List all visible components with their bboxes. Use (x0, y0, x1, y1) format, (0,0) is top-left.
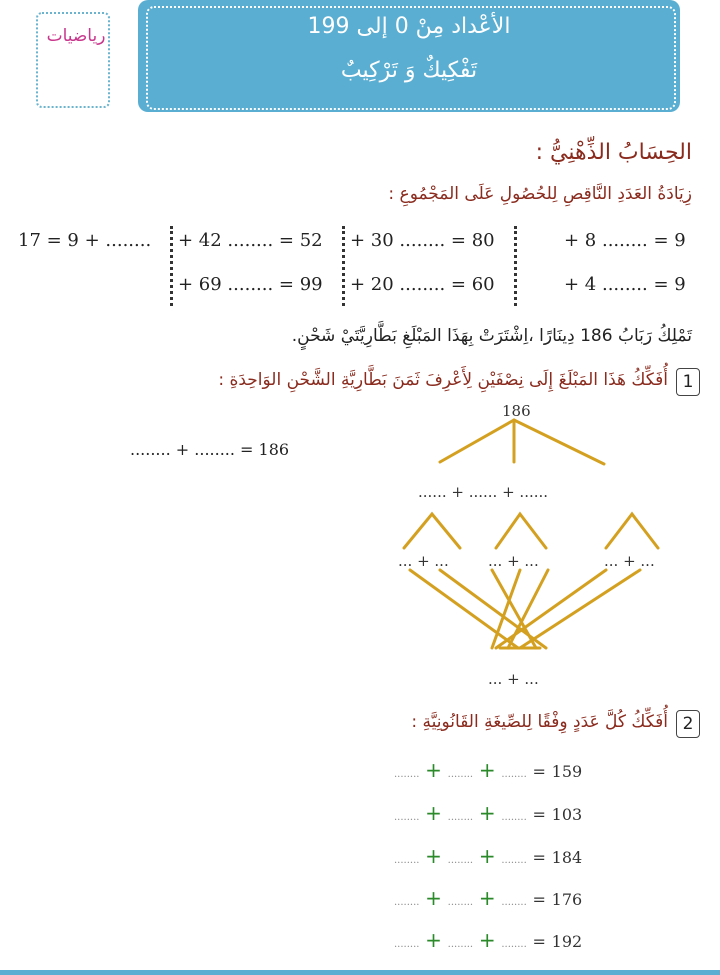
tree-level3-right: ... + ... (604, 552, 655, 570)
question-2-number: 2 (676, 710, 700, 738)
tree-branch (496, 514, 546, 548)
problem-statement: تَمْلِكُ رَبَابُ 186 دِينَارًا ،اِشْتَرَتْ بِهَذَا المَبْلَغِ بَطَّارِيَّتَيْ شَحْنٍ. (291, 326, 692, 346)
plus-sign: + (478, 886, 496, 910)
blank-field[interactable]: ........ (394, 769, 420, 780)
tree-level2-label: ...... + ...... + ...... (418, 483, 549, 501)
question-1-text: أُفَكِّكُ هَذَا المَبْلَغَ إِلَى نِصْفَيْنِ لِأَعْرِفَ ثَمَنَ بَطَّارِيَّةِ الشَّحْنِ الوَاحِدَةِ : (218, 370, 668, 390)
decomposition-row (394, 801, 582, 825)
plus-sign: + (425, 758, 442, 782)
tree-root-label: 186 (502, 402, 531, 420)
blank-field[interactable]: ........ (394, 939, 420, 950)
plus-sign: + (425, 801, 442, 825)
equals-sign: = (532, 762, 546, 781)
question-1-number: 1 (676, 368, 700, 396)
tree-level3-mid: ... + ... (488, 552, 539, 570)
blank-field[interactable]: ........ (501, 897, 527, 908)
tree-bottom-label: ... + ... (488, 670, 539, 688)
blank-field[interactable]: ........ (501, 939, 527, 950)
blank-field[interactable]: ........ (447, 812, 474, 823)
tree-branch (514, 420, 604, 464)
blank-field[interactable]: ........ (501, 812, 527, 823)
tree-level3-left: ... + ... (398, 552, 449, 570)
title-line-1: الأعْداد مِنْ 0 إلى 199 (307, 14, 511, 39)
tree-branch (404, 514, 460, 548)
decomposition-row (394, 928, 582, 952)
tree-branch (410, 570, 518, 648)
target-number: 159 (551, 762, 583, 781)
blank-field[interactable]: ........ (447, 769, 474, 780)
subject-tag: رياضيات (46, 26, 106, 46)
blank-field[interactable]: ........ (447, 897, 474, 908)
blank-field[interactable]: ........ (447, 939, 474, 950)
blank-field[interactable]: ........ (394, 897, 420, 908)
blank-field[interactable]: ........ (394, 855, 420, 866)
question-1-equation: ........ + ........ = 186 (130, 440, 290, 459)
tree-branch (606, 514, 658, 548)
mental-math-heading: الحِسَابُ الذِّهْنِيُّ : (535, 140, 692, 165)
equation-col3-row1: + 42 ........ = 52 (178, 230, 323, 251)
tree-branch (440, 420, 514, 462)
equation-col2-row2: + 20 ........ = 60 (350, 274, 495, 295)
blank-field[interactable]: ........ (447, 855, 474, 866)
equals-sign: = (532, 932, 546, 951)
target-number: 176 (551, 890, 583, 909)
title-line-2: تَفْكِيكٌ وَ تَرْكِيبٌ (340, 58, 478, 83)
equation-col1-row2: + 4 ........ = 9 (564, 274, 686, 295)
footer-rule (0, 970, 720, 975)
blank-field[interactable]: ........ (501, 855, 527, 866)
equation-col2-row1: + 30 ........ = 80 (350, 230, 495, 251)
plus-sign: + (478, 928, 496, 952)
equation-col1-row1: + 8 ........ = 9 (564, 230, 686, 251)
blank-field[interactable]: ........ (394, 812, 420, 823)
equation-col4-row1: 17 = 9 + ........ (18, 230, 152, 251)
tree-branch (492, 570, 520, 648)
equation-col3-row2: + 69 ........ = 99 (178, 274, 323, 295)
plus-sign: + (478, 844, 496, 868)
plus-sign: + (425, 886, 442, 910)
plus-sign: + (425, 928, 442, 952)
target-number: 192 (551, 932, 583, 951)
equals-sign: = (532, 848, 546, 867)
plus-sign: + (425, 844, 442, 868)
decomposition-row (394, 844, 582, 868)
plus-sign: + (478, 801, 496, 825)
target-number: 103 (551, 805, 583, 824)
tree-branch (520, 570, 640, 648)
blank-field[interactable]: ........ (501, 769, 527, 780)
decomposition-row (394, 886, 582, 910)
equals-sign: = (532, 805, 546, 824)
equals-sign: = (532, 890, 546, 909)
target-number: 184 (551, 848, 583, 867)
mental-math-instruction: زِيَادَةُ العَدَدِ النَّاقِصِ لِلحُصُولِ عَلَى المَجْمُوعِ : (388, 184, 692, 204)
question-2-text: أُفَكِّكُ كُلَّ عَدَدٍ وِفْقًا لِلصِّيغَةِ القَانُونِيَّةِ : (411, 712, 668, 732)
decomposition-row (394, 758, 582, 782)
plus-sign: + (478, 758, 496, 782)
